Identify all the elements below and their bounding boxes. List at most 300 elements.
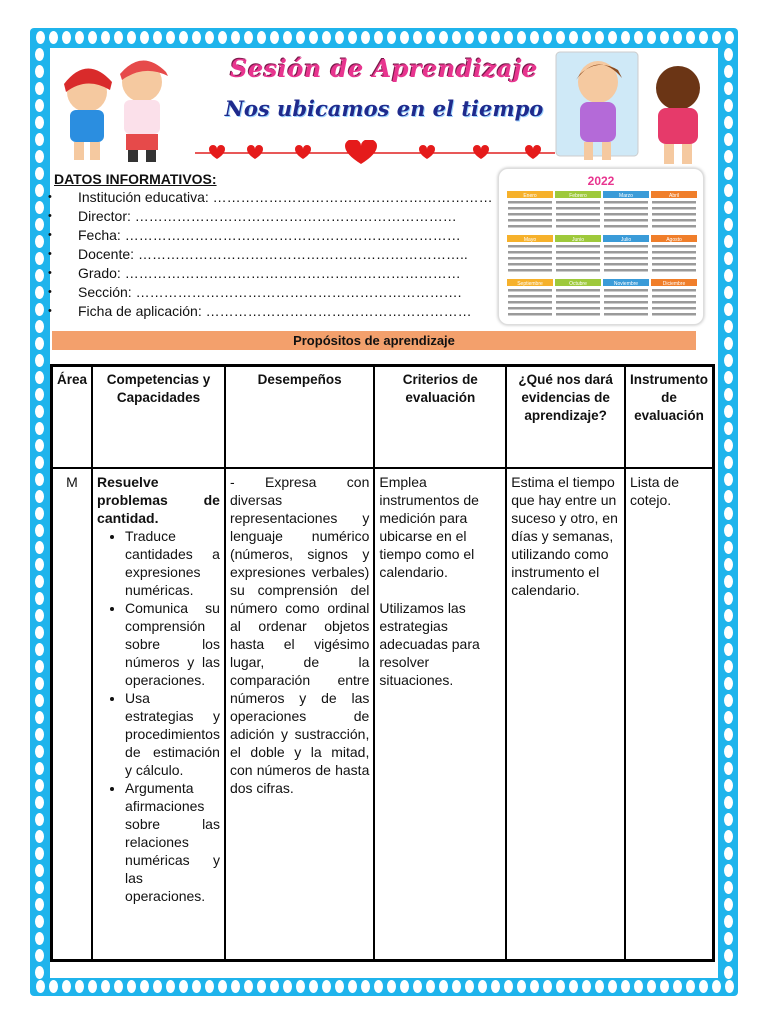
border-dot [35, 303, 44, 316]
calendar-day-row [604, 207, 648, 210]
border-dot [724, 915, 733, 928]
border-dot [231, 980, 240, 993]
border-dot [35, 218, 44, 231]
border-dot [35, 167, 44, 180]
calendar-day-row [652, 307, 696, 310]
border-dot [35, 745, 44, 758]
border-dot [296, 31, 305, 44]
border-dot [724, 456, 733, 469]
border-dot [426, 31, 435, 44]
border-dot [35, 898, 44, 911]
border-dot [452, 980, 461, 993]
calendar-day-row [508, 263, 552, 266]
border-dot [35, 575, 44, 588]
border-dot [35, 337, 44, 350]
border-dot [35, 626, 44, 639]
border-dot [724, 745, 733, 758]
capacidad-item: • Comunica su comprensión sobre los números y las operaciones. [125, 599, 220, 689]
border-dot [724, 949, 733, 962]
border-dot [205, 31, 214, 44]
header-area: Área [52, 366, 93, 469]
calendar-day-row [652, 269, 696, 272]
border-dot [724, 592, 733, 605]
header-competencias: Competencias y Capacidades [92, 366, 225, 469]
border-dot [244, 31, 253, 44]
border-dot [517, 980, 526, 993]
header-desempenos: Desempeños [225, 366, 374, 469]
border-dot [335, 31, 344, 44]
border-dot [582, 980, 591, 993]
propositos-table [50, 364, 715, 962]
border-dot [673, 980, 682, 993]
border-dot [35, 694, 44, 707]
calendar-day-row [652, 201, 696, 204]
calendar-day-row [604, 269, 648, 272]
calendar-day-row [604, 251, 648, 254]
border-dot [712, 980, 721, 993]
border-dot [634, 980, 643, 993]
border-dot [724, 898, 733, 911]
border-dot [62, 980, 71, 993]
calendar-month-label: Noviembre [613, 281, 639, 287]
border-dot [724, 303, 733, 316]
datos-field-label: Grado: [78, 265, 121, 281]
competencia-title: Resuelve problemas de cantidad [97, 474, 220, 526]
border-dot [257, 31, 266, 44]
calendar-day-row [652, 245, 696, 248]
cell-evidencia: Estima el tiempo que hay entre un suceso y otro, en días y semanas, utilizando como instrumento el calendario. [506, 468, 625, 961]
border-dot [35, 201, 44, 214]
calendar-day-row [508, 289, 552, 292]
calendar-day-row [508, 251, 552, 254]
border-dot [504, 31, 513, 44]
calendar-day-row [508, 219, 552, 222]
border-dot [504, 980, 513, 993]
calendar-day-row [556, 289, 600, 292]
border-dot [724, 490, 733, 503]
table-row [52, 468, 714, 961]
border-dot [452, 31, 461, 44]
border-dot [465, 31, 474, 44]
datos-field [54, 207, 493, 226]
border-dot [361, 31, 370, 44]
border-dot [530, 31, 539, 44]
border-dot [725, 31, 734, 44]
border-dot [491, 980, 500, 993]
capacidad-item: • Argumenta afirmaciones sobre las relaciones numéricas y las operaciones. [125, 779, 220, 905]
datos-field-label: Director: [78, 208, 131, 224]
border-dot [724, 354, 733, 367]
border-dot [35, 949, 44, 962]
border-dot [724, 133, 733, 146]
datos-field-fill: …………………………………………………… [212, 189, 493, 205]
border-dot [374, 980, 383, 993]
border-dot [114, 31, 123, 44]
border-dot [35, 881, 44, 894]
border-dot [35, 728, 44, 741]
calendar-day-row [556, 257, 600, 260]
border-dot [140, 31, 149, 44]
border-dot [35, 133, 44, 146]
border-dot [88, 31, 97, 44]
calendar-day-row [604, 289, 648, 292]
border-dot [35, 779, 44, 792]
calendar-day-row [508, 307, 552, 310]
border-dot [35, 286, 44, 299]
border-dot [35, 558, 44, 571]
calendar-day-row [604, 257, 648, 260]
calendar-day-row [604, 225, 648, 228]
border-dot [270, 980, 279, 993]
border-dot [686, 31, 695, 44]
border-dot [725, 980, 734, 993]
calendar-month-label: Marzo [619, 193, 633, 199]
border-dot [257, 980, 266, 993]
calendar-day-row [556, 263, 600, 266]
border-dot [724, 439, 733, 452]
cell-criterios [374, 468, 506, 961]
border-dot [724, 728, 733, 741]
calendar-day-row [652, 225, 696, 228]
border-dot [283, 980, 292, 993]
calendar-day-row [556, 201, 600, 204]
border-dot [724, 82, 733, 95]
calendar-month-label: Agosto [666, 237, 682, 243]
border-dot [660, 31, 669, 44]
border-dot [218, 980, 227, 993]
datos-field-fill: ……………………………………………………………. [135, 284, 462, 300]
border-dot [140, 980, 149, 993]
datos-field [54, 245, 493, 264]
border-dot [309, 31, 318, 44]
datos-field-fill: ………………………………………………… [205, 303, 472, 319]
border-dot [724, 694, 733, 707]
datos-field-label: Fecha: [78, 227, 121, 243]
border-dot [283, 31, 292, 44]
border-dot [348, 31, 357, 44]
cell-area: M [52, 468, 93, 961]
border-dot [35, 660, 44, 673]
border-dot [49, 980, 58, 993]
cell-competencias [92, 468, 225, 961]
border-dot [35, 439, 44, 452]
border-dot [309, 980, 318, 993]
border-dot [724, 201, 733, 214]
border-dot [647, 31, 656, 44]
calendar-day-row [604, 301, 648, 304]
datos-field [54, 264, 493, 283]
border-dot [35, 966, 44, 979]
header-instrumento: Instrumento de evaluación [625, 366, 714, 469]
calendar-day-row [604, 263, 648, 266]
calendar-day-row [556, 307, 600, 310]
border-dot [413, 31, 422, 44]
border-dot [724, 830, 733, 843]
border-dot [595, 980, 604, 993]
border-dot [75, 31, 84, 44]
border-dot [205, 980, 214, 993]
border-dot [35, 252, 44, 265]
calendar-day-row [508, 207, 552, 210]
calendar-day-row [508, 245, 552, 248]
header-criterios: Criterios de evaluación [374, 366, 506, 469]
border-dot [35, 354, 44, 367]
datos-field-label: Ficha de aplicación: [78, 303, 202, 319]
calendar-day-row [604, 213, 648, 216]
datos-field-fill: …………………………………………………………… [134, 208, 457, 224]
border-dot [400, 31, 409, 44]
border-dot [153, 31, 162, 44]
border-dot [608, 31, 617, 44]
calendar-month-label: Junio [572, 237, 584, 243]
border-dot [517, 31, 526, 44]
border-dot [699, 31, 708, 44]
border-dot [724, 371, 733, 384]
border-dot [35, 422, 44, 435]
header-evidencias: ¿Qué nos dará evidencias de aprendizaje? [506, 366, 625, 469]
datos-heading: DATOS INFORMATIVOS: [54, 171, 217, 187]
border-dot [647, 980, 656, 993]
border-dot [724, 524, 733, 537]
border-dot [724, 541, 733, 554]
propositos-bar: Propósitos de aprendizaje [52, 331, 696, 350]
border-dot [35, 677, 44, 690]
calendar-day-row [556, 207, 600, 210]
border-dot [348, 980, 357, 993]
cell-desempeno: - Expresa con diversas representaciones y lenguaje numérico (números, signos y expresiones verbales) su comprensión del número como ordinal al ordenar objetos hasta el vigésimo lugar, de la comparación entre números y de las operaciones de adición y sustracción, el doble y la mitad, con números de hasta dos cifras. [225, 468, 374, 961]
calendar-day-row [652, 251, 696, 254]
border-dot [35, 643, 44, 656]
border-dot [88, 980, 97, 993]
border-dot [724, 762, 733, 775]
calendar-day-row [556, 251, 600, 254]
capacidad-item: • Usa estrategias y procedimientos de estimación y cálculo. [125, 689, 220, 779]
datos-field-fill: ……………………………………………………………… [124, 265, 461, 281]
border-dot [724, 405, 733, 418]
border-dot [569, 31, 578, 44]
calendar-day-row [604, 313, 648, 316]
border-dot [724, 150, 733, 163]
border-dot [35, 864, 44, 877]
border-dot [192, 980, 201, 993]
calendar-month-label: Julio [620, 237, 632, 243]
border-dot [724, 711, 733, 724]
calendar-day-row [556, 269, 600, 272]
border-dot [556, 31, 565, 44]
border-dot [35, 796, 44, 809]
border-dot [400, 980, 409, 993]
border-dot [465, 980, 474, 993]
border-dot [724, 864, 733, 877]
border-dot [673, 31, 682, 44]
border-dot [335, 980, 344, 993]
border-dot [35, 490, 44, 503]
border-dot [35, 184, 44, 197]
calendar-day-row [652, 207, 696, 210]
datos-field [54, 226, 493, 245]
border-dot [36, 31, 45, 44]
border-dot [35, 388, 44, 401]
capacidades-list [97, 527, 220, 905]
calendar-day-row [652, 263, 696, 266]
border-dot [543, 980, 552, 993]
border-dot [179, 980, 188, 993]
border-dot [724, 677, 733, 690]
border-dot [322, 31, 331, 44]
border-dot [724, 184, 733, 197]
border-dot [166, 980, 175, 993]
border-dot [724, 507, 733, 520]
calendar-day-row [604, 219, 648, 222]
capacidad-item: • Traduce cantidades a expresiones numéricas. [125, 527, 220, 599]
border-dot [660, 980, 669, 993]
border-dot [114, 980, 123, 993]
border-dot [75, 980, 84, 993]
border-dot [361, 980, 370, 993]
border-dot [192, 31, 201, 44]
datos-field-label: Institución educativa: [78, 189, 209, 205]
border-dot [35, 235, 44, 248]
border-dot [166, 31, 175, 44]
calendar-day-row [508, 313, 552, 316]
calendar-month-label: Septiembre [517, 281, 543, 287]
calendar-month-label: Enero [523, 193, 537, 199]
calendar-month-label: Octubre [569, 281, 587, 287]
calendar-day-row [508, 295, 552, 298]
border-dot [724, 218, 733, 231]
border-dot [62, 31, 71, 44]
border-dot [491, 31, 500, 44]
border-dot [35, 371, 44, 384]
border-dot [179, 31, 188, 44]
border-dot [724, 167, 733, 180]
border-dot [439, 31, 448, 44]
border-dot [35, 609, 44, 622]
border-dot [270, 31, 279, 44]
border-dot [724, 660, 733, 673]
hearts-divider [195, 140, 555, 166]
calendar-day-row [508, 257, 552, 260]
border-dot [582, 31, 591, 44]
border-dot [724, 643, 733, 656]
border-dot [49, 31, 58, 44]
border-dot [35, 813, 44, 826]
border-dot [374, 31, 383, 44]
calendar-day-row [556, 295, 600, 298]
border-dot [35, 456, 44, 469]
criterio-2: Utilizamos las estrategias adecuadas para resolver situaciones. [379, 600, 480, 688]
session-title: Sesión de Aprendizaje [230, 54, 538, 83]
datos-field-label: Sección: [78, 284, 132, 300]
calendar-day-row [508, 201, 552, 204]
border-dot [724, 881, 733, 894]
calendar-day-row [652, 295, 696, 298]
calendar-day-row [604, 307, 648, 310]
border-dot [35, 915, 44, 928]
border-dot [244, 980, 253, 993]
border-dot [724, 388, 733, 401]
calendar-day-row [652, 213, 696, 216]
border-dot [127, 980, 136, 993]
datos-field [54, 302, 493, 321]
calendar-month-label: Diciembre [662, 281, 686, 287]
border-dot [413, 980, 422, 993]
border-dot [36, 980, 45, 993]
border-dot [231, 31, 240, 44]
criterio-1: Emplea instrumentos de medición para ubicarse en el tiempo como el calendario. [379, 474, 479, 580]
border-dot [621, 31, 630, 44]
border-dot [724, 558, 733, 571]
calendar-day-row [652, 301, 696, 304]
border-dot [608, 980, 617, 993]
border-dot [724, 847, 733, 860]
border-dot [35, 269, 44, 282]
border-dot [426, 980, 435, 993]
border-dot [686, 980, 695, 993]
competencia-dot: . [154, 510, 159, 526]
border-dot [296, 980, 305, 993]
calendar-2022-image [498, 168, 704, 325]
datos-fields [54, 188, 493, 321]
border-dot [35, 82, 44, 95]
border-dot [35, 507, 44, 520]
calendar-day-row [604, 245, 648, 248]
border-dot [556, 980, 565, 993]
calendar-day-row [652, 313, 696, 316]
border-dot [724, 575, 733, 588]
border-dot [724, 320, 733, 333]
border-dot [724, 609, 733, 622]
border-dot [724, 473, 733, 486]
datos-field [54, 283, 493, 302]
border-dot [387, 31, 396, 44]
calendar-day-row [556, 219, 600, 222]
cell-instrumento: Lista de cotejo. [625, 468, 714, 961]
calendar-day-row [652, 219, 696, 222]
calendar-day-row [556, 301, 600, 304]
calendar-day-row [508, 269, 552, 272]
border-dot [724, 966, 733, 979]
session-subtitle: Nos ubicamos en el tiempo [224, 96, 544, 121]
calendar-day-row [508, 213, 552, 216]
border-dot [153, 980, 162, 993]
calendar-day-row [556, 313, 600, 316]
border-dot [35, 524, 44, 537]
border-dot [35, 541, 44, 554]
calendar-day-row [604, 295, 648, 298]
border-dot [634, 31, 643, 44]
border-dot [218, 31, 227, 44]
calendar-day-row [604, 201, 648, 204]
border-dot [724, 626, 733, 639]
border-dot [724, 932, 733, 945]
border-dot [439, 980, 448, 993]
border-dot [101, 980, 110, 993]
border-dot [724, 796, 733, 809]
border-dot [387, 980, 396, 993]
calendar-day-row [652, 289, 696, 292]
border-dot [621, 980, 630, 993]
calendar-day-row [652, 257, 696, 260]
border-dot [478, 31, 487, 44]
border-dot [35, 932, 44, 945]
calendar-month-label: Mayo [523, 237, 537, 243]
border-dot [595, 31, 604, 44]
border-dot [724, 422, 733, 435]
border-dot [724, 286, 733, 299]
calendar-month-label: Abril [668, 193, 680, 199]
border-dot [35, 473, 44, 486]
